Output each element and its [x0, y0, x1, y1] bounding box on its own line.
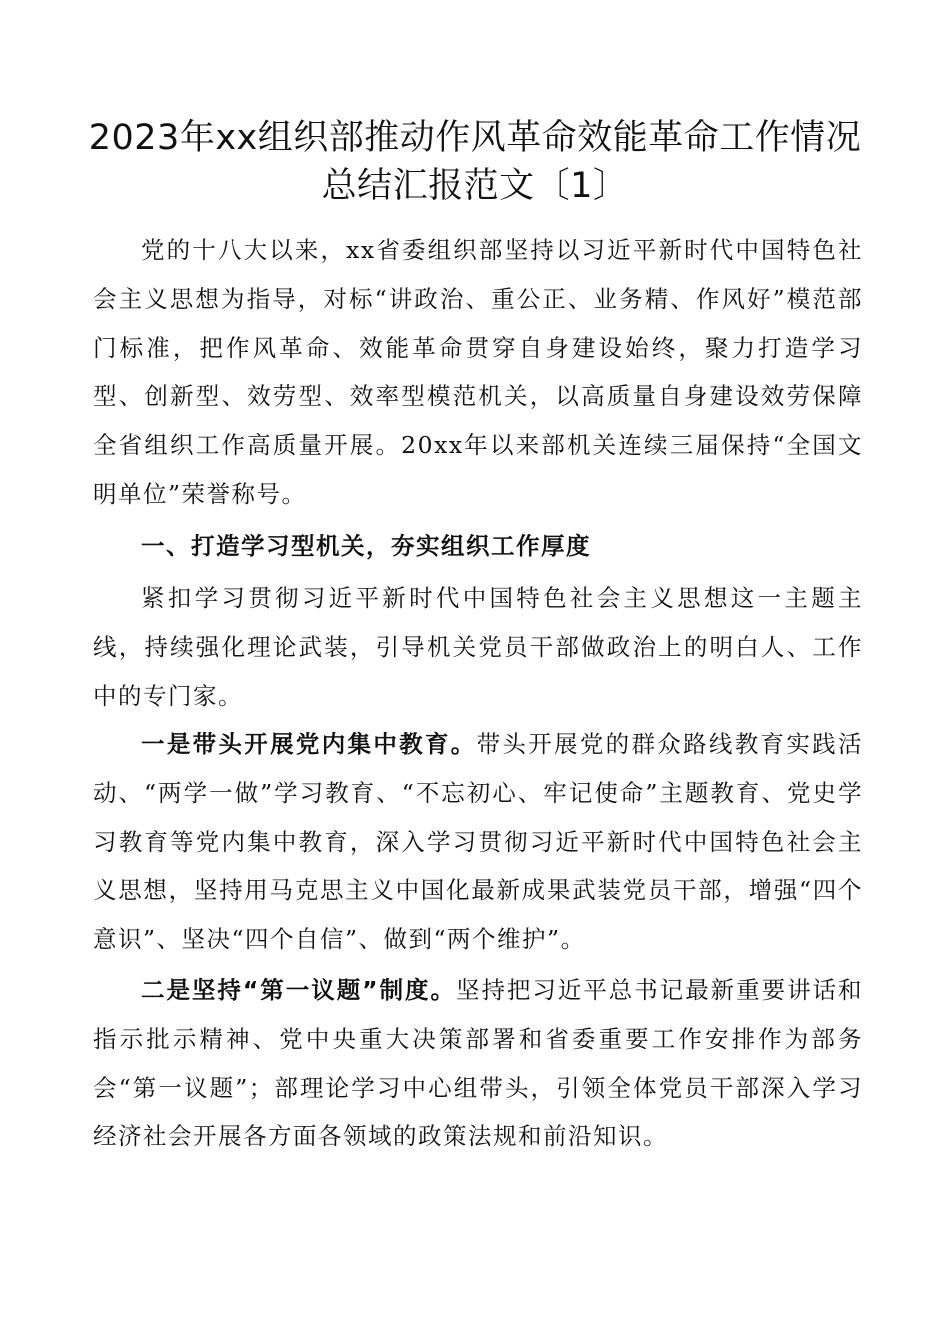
item2-paragraph	[93, 966, 863, 1161]
document-title-line1: 2023年xx组织部推动作风革命效能革命工作情况	[88, 118, 862, 158]
item1-paragraph	[93, 720, 863, 964]
section1-heading: 一、打造学习型机关，夯实组织工作厚度	[141, 532, 591, 560]
item2-lead: 二是坚持“第一议题”制度。	[141, 976, 456, 1004]
intro-paragraph: 党的十八大以来，xx省委组织部坚持以习近平新时代中国特色社会主义思想为指导，对标“讲政治、重公正、业务精、作风好”模范部门标准，把作风革命、效能革命贯穿自身建设始终，聚力打造学习型、创新型、效劳型、效率型模范机关，以高质量自身建设效劳保障全省组织工作高质量开展。20xx年以来部机关连续三届保持“全国文明单位”荣誉称号。	[93, 236, 863, 508]
document-title-line2: 总结汇报范文〔1〕	[321, 166, 629, 206]
item1-lead: 一是带头开展党内集中教育。	[141, 730, 477, 758]
item2-text: 坚持把习近平总书记最新重要讲话和指示批示精神、党中央重大决策部署和省委重要工作安排作为部务会“第一议题”；部理论学习中心组带头，引领全体党员干部深入学习经济社会开展各方面各领域的政策法规和前沿知识。	[93, 976, 864, 1151]
section1-paragraph: 紧扣学习贯彻习近平新时代中国特色社会主义思想这一主题主线，持续强化理论武装，引导机关党员干部做政治上的明白人、工作中的专门家。	[93, 584, 863, 710]
item1-text: 带头开展党的群众路线教育实践活动、“两学一做”学习教育、“不忘初心、牢记使命”主题教育、党史学习教育等党内集中教育，深入学习贯彻习近平新时代中国特色社会主义思想，坚持用马克思主义中国化最新成果武装党员干部，增强“四个意识”、坚决“四个自信”、做到“两个维护”。	[93, 730, 864, 954]
